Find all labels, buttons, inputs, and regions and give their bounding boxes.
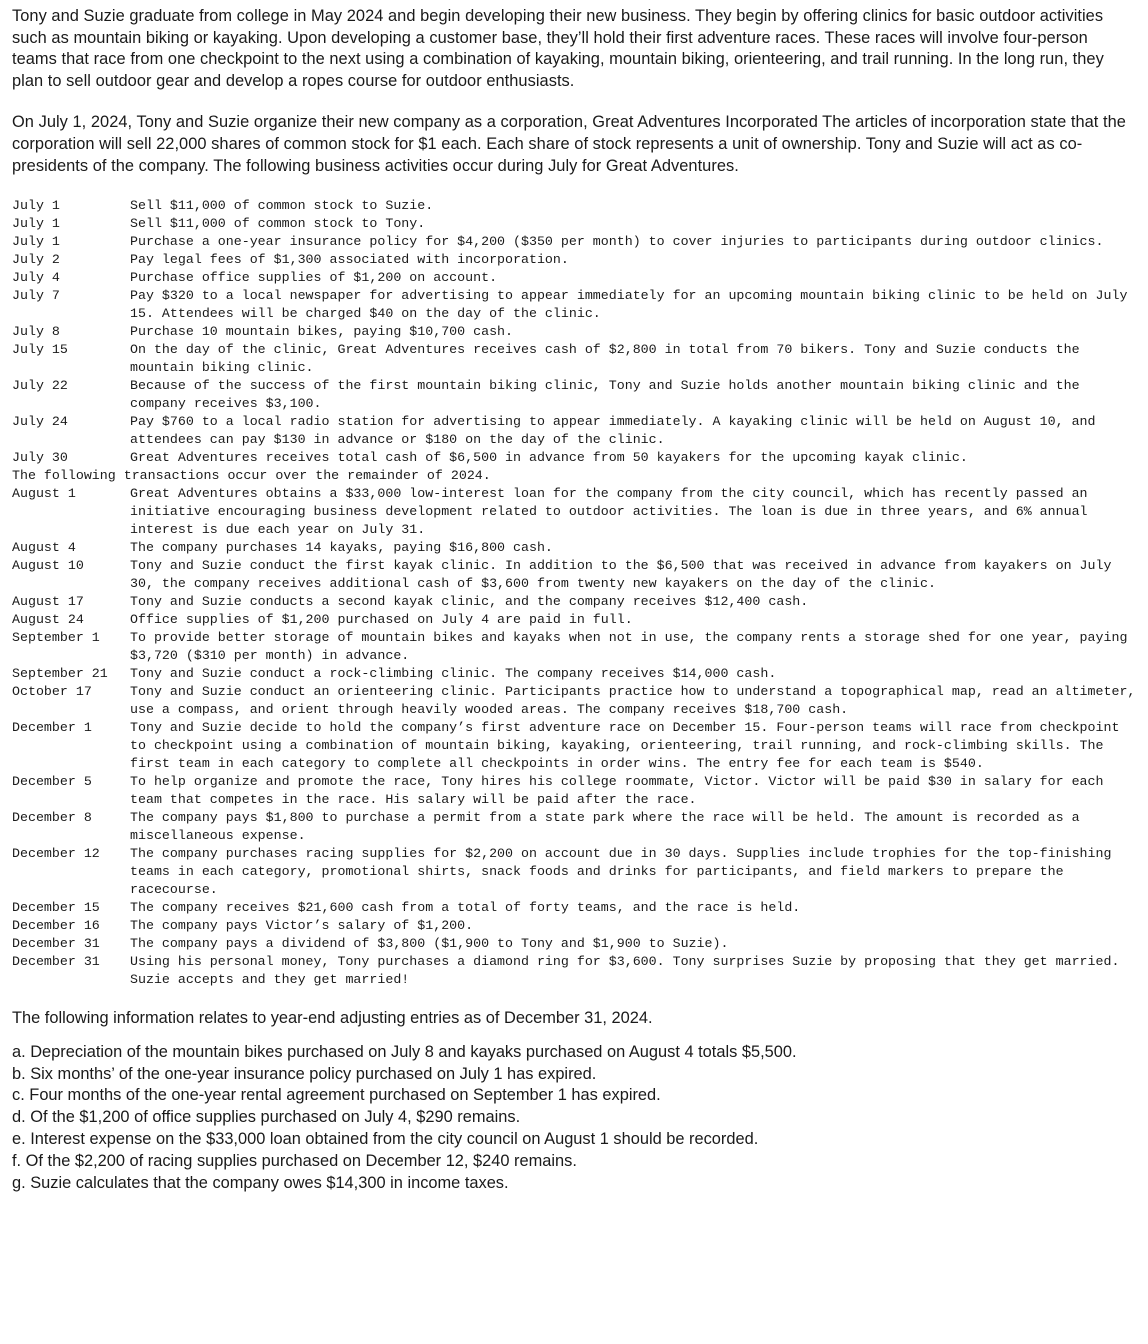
transaction-date: July 1 [12,198,60,214]
transaction-description: The company pays $1,800 to purchase a permit from a state park where the race will be held. The amount is recorded as a miscellaneous expense. [130,810,1080,844]
transaction-description: On the day of the clinic, Great Adventures receives cash of $2,800 in total from 70 bikers. Tony and Suzie conducts the mountain biking clinic. [130,342,1080,376]
transaction-row [12,719,1136,773]
transaction-row [12,233,1136,251]
transaction-row [12,485,1136,539]
transaction-date: July 24 [12,414,68,430]
transaction-description: The company pays a dividend of $3,800 ($1,900 to Tony and $1,900 to Suzie). [130,936,729,952]
transaction-date: July 15 [12,342,68,358]
transaction-row [12,557,1136,593]
transaction-date: July 22 [12,378,68,394]
transaction-date: July 1 [12,216,60,232]
transaction-date: December 16 [12,918,100,934]
transaction-row [12,629,1136,665]
transaction-row [12,773,1136,809]
transaction-description: Tony and Suzie conduct a rock-climbing clinic. The company receives $14,000 cash. [130,666,777,682]
transaction-date: December 12 [12,846,100,862]
transaction-description: Tony and Suzie conducts a second kayak clinic, and the company receives $12,400 cash. [130,594,809,610]
transactions-list [12,197,1136,989]
transaction-description: Purchase office supplies of $1,200 on account. [130,270,498,286]
transaction-description: Because of the success of the first mountain biking clinic, Tony and Suzie holds another mountain biking clinic and the company receives $3,100. [130,378,1080,412]
transaction-row [12,917,1136,935]
transaction-description: Pay $320 to a local newspaper for advertising to appear immediately for an upcoming mountain biking clinic to be held on July 15. Attendees will be charged $40 on the day of the clinic. [130,288,1128,322]
adjusting-item: e. Interest expense on the $33,000 loan obtained from the city council on August 1 should be recorded. [12,1129,759,1148]
adjusting-item: b. Six months’ of the one-year insurance policy purchased on July 1 has expired. [12,1064,597,1083]
transaction-description: To help organize and promote the race, Tony hires his college roommate, Victor. Victor will be paid $30 in salary for each team that competes in the race. His salary will be paid after the race. [130,774,1104,808]
transaction-description: Sell $11,000 of common stock to Suzie. [130,198,434,214]
continuation-line: The following transactions occur over the remainder of 2024. [12,468,491,484]
transaction-date: December 31 [12,954,100,970]
transactions-july [12,197,1136,467]
transaction-description: Tony and Suzie conduct the first kayak clinic. In addition to the $6,500 that was received in advance from kayakers on July 30, the company receives additional cash of $3,600 from twenty new kayakers on the day of the clinic. [130,558,1112,592]
transaction-date: July 30 [12,450,68,466]
transaction-row [12,539,1136,557]
transaction-row [12,809,1136,845]
adjusting-item: a. Depreciation of the mountain bikes purchased on July 8 and kayaks purchased on August 4 totals $5,500. [12,1042,797,1061]
transaction-description: The company purchases 14 kayaks, paying $16,800 cash. [130,540,553,556]
transaction-date: July 4 [12,270,60,286]
transaction-description: Great Adventures obtains a $33,000 low-interest loan for the company from the city council, which has recently passed an initiative encouraging business development related to outdoor activities. The loan is due in three years, and 6% annual interest is due each year on July 31. [130,486,1088,538]
transaction-description: Office supplies of $1,200 purchased on July 4 are paid in full. [130,612,633,628]
transaction-description: Great Adventures receives total cash of $6,500 in advance from 50 kayakers for the upcoming kayak clinic. [130,450,968,466]
transaction-description: Pay $760 to a local radio station for advertising to appear immediately. A kayaking clinic will be held on August 10, and attendees can pay $130 in advance or $180 on the day of the clinic. [130,414,1096,448]
transaction-description: Sell $11,000 of common stock to Tony. [130,216,426,232]
intro-paragraph-1: Tony and Suzie graduate from college in May 2024 and begin developing their new business. They begin by offering clinics for basic outdoor activities such as mountain biking or kayaking. Upon developing a customer base, they’ll hold their first adventure races. These races will involve four-person teams that race from one checkpoint to the next using a combination of kayaking, mountain biking, orienteering, and trail running. In the long run, they plan to sell outdoor gear and develop a ropes course for outdoor enthusiasts. [12,7,1104,90]
transaction-description: The company purchases racing supplies for $2,200 on account due in 30 days. Supplies include trophies for the top-finishing teams in each category, promotional shirts, snack foods and drinks for participants, and field markers to prepare the racecourse. [130,846,1112,898]
transaction-row [12,323,1136,341]
transaction-description: The company pays Victor’s salary of $1,200. [130,918,474,934]
adjusting-list [12,1042,1136,1195]
transaction-date: July 1 [12,234,60,250]
transaction-row [12,413,1136,449]
transaction-row [12,269,1136,287]
transaction-date: August 24 [12,612,84,628]
transaction-date: August 10 [12,558,84,574]
transaction-description: The company receives $21,600 cash from a total of forty teams, and the race is held. [130,900,801,916]
transaction-date: July 8 [12,324,60,340]
transaction-description: Purchase 10 mountain bikes, paying $10,700 cash. [130,324,514,340]
transaction-date: December 15 [12,900,100,916]
transaction-row [12,215,1136,233]
transaction-date: December 5 [12,774,92,790]
adjusting-item: d. Of the $1,200 of office supplies purchased on July 4, $290 remains. [12,1108,521,1127]
transaction-description: Purchase a one-year insurance policy for $4,200 ($350 per month) to cover injuries to participants during outdoor clinics. [130,234,1104,250]
transaction-row [12,683,1136,719]
transaction-row [12,197,1136,215]
transaction-date: December 1 [12,720,92,736]
transaction-row [12,899,1136,917]
adjusting-item: g. Suzie calculates that the company owes $14,300 in income taxes. [12,1173,509,1192]
adjusting-item: c. Four months of the one-year rental agreement purchased on September 1 has expired. [12,1086,661,1105]
transaction-description: Tony and Suzie conduct an orienteering clinic. Participants practice how to understand a topographical map, read an altimeter, use a compass, and orient through heavily wooded areas. The company receives $18,700 cash. [130,684,1136,718]
transaction-date: December 31 [12,936,100,952]
transaction-date: July 2 [12,252,60,268]
transaction-description: Using his personal money, Tony purchases a diamond ring for $3,600. Tony surprises Suzie by proposing that they get married. Suzie accepts and they get married! [130,954,1120,988]
transaction-description: Tony and Suzie decide to hold the company’s first adventure race on December 15. Four-person teams will race from checkpoint to checkpoint using a combination of mountain biking, kayaking, orienteering, trail running, and rock-climbing skills. The first team in each category to complete all checkpoints in order wins. The entry fee for each team is $540. [130,720,1120,772]
transactions-rest [12,485,1136,989]
adjusting-item: f. Of the $2,200 of racing supplies purchased on December 12, $240 remains. [12,1151,577,1170]
intro-paragraph-2: On July 1, 2024, Tony and Suzie organize their new company as a corporation, Great Adventures Incorporated The articles of incorporation state that the corporation will sell 22,000 shares of common stock for $1 each. Each share of stock represents a unit of ownership. Tony and Suzie will act as co-presidents of the company. The following business activities occur during July for Great Adventures. [12,113,1126,175]
transaction-row [12,377,1136,413]
transaction-description: Pay legal fees of $1,300 associated with incorporation. [130,252,569,268]
transaction-date: August 17 [12,594,84,610]
transaction-description: To provide better storage of mountain bikes and kayaks when not in use, the company rents a storage shed for one year, paying $3,720 ($310 per month) in advance. [130,630,1128,664]
transaction-row [12,953,1136,989]
transaction-date: July 7 [12,288,60,304]
transaction-row [12,845,1136,899]
transaction-row [12,287,1136,323]
adjusting-heading: The following information relates to year-end adjusting entries as of December 31, 2024. [12,1009,653,1028]
transaction-date: August 4 [12,540,76,556]
transaction-row [12,593,1136,611]
transaction-date: September 21 [12,666,108,682]
transaction-row [12,449,1136,467]
transaction-row [12,611,1136,629]
transaction-row [12,665,1136,683]
transaction-date: September 1 [12,630,100,646]
transaction-date: December 8 [12,810,92,826]
transaction-row [12,341,1136,377]
transaction-date: October 17 [12,684,92,700]
transaction-row [12,251,1136,269]
transaction-row [12,935,1136,953]
transaction-date: August 1 [12,486,76,502]
